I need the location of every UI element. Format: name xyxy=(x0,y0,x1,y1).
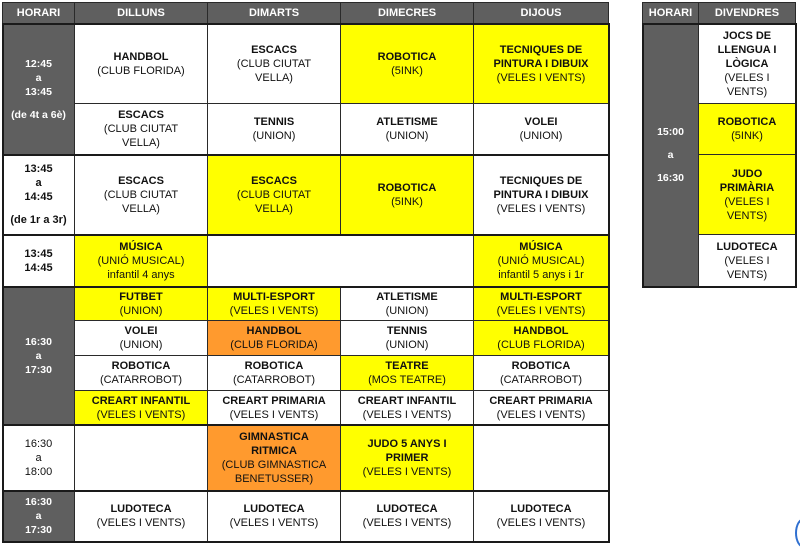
table-row xyxy=(643,24,796,104)
activity-cell: TECNIQUES DE PINTURA I DIBUIX (VELES I VENTS) xyxy=(474,155,609,235)
table-row xyxy=(3,24,609,104)
activity-cell: LUDOTECA (VELES I VENTS) xyxy=(75,491,208,542)
friday-block xyxy=(643,24,796,287)
activity-cell: LUDOTECA (VELES I VENTS) xyxy=(208,491,341,542)
activity-cell: GIMNASTICA RITMICA (CLUB GIMNASTICA BENETUSSER) xyxy=(208,425,341,491)
activity-cell: LUDOTECA (VELES I VENTS) xyxy=(341,491,474,542)
empty-cell xyxy=(75,425,208,491)
activity-cell: ESCACS (CLUB CIUTAT VELLA) xyxy=(208,155,341,235)
empty-cell xyxy=(341,235,474,287)
empty-cell xyxy=(474,425,609,491)
activity-cell: JOCS DE LLENGUA I LÒGICA (VELES I VENTS) xyxy=(699,24,796,104)
activity-cell: TENNIS (UNION) xyxy=(341,321,474,356)
activity-cell: CREART INFANTIL (VELES I VENTS) xyxy=(341,391,474,425)
block-music xyxy=(3,235,609,287)
header-row xyxy=(3,3,609,24)
activity-cell: FUTBET (UNION) xyxy=(75,287,208,321)
block-ludoteca xyxy=(3,491,609,542)
activity-cell: ATLETISME (UNION) xyxy=(341,287,474,321)
activity-cell: ROBOTICA (CATARROBOT) xyxy=(208,356,341,391)
header-dimecres: DIMECRES xyxy=(341,3,474,24)
activity-cell: MÚSICA (UNIÓ MUSICAL) infantil 5 anys i 1r xyxy=(474,235,609,287)
block-1630-b xyxy=(3,425,609,491)
corner-ring-icon xyxy=(795,518,800,548)
friday-schedule-table xyxy=(642,2,796,287)
table-row xyxy=(3,235,609,287)
activity-cell: HANDBOL (CLUB FLORIDA) xyxy=(75,24,208,104)
block-1630-a xyxy=(3,287,609,425)
header-dijous: DIJOUS xyxy=(474,3,609,24)
activity-cell: TENNIS (UNION) xyxy=(208,104,341,155)
table-row xyxy=(3,287,609,321)
table-row xyxy=(3,425,609,491)
block-1345 xyxy=(3,155,609,235)
activity-cell: HANDBOL (CLUB FLORIDA) xyxy=(208,321,341,356)
activity-cell: ESCACS (CLUB CIUTAT VELLA) xyxy=(208,24,341,104)
activity-cell: JUDO 5 ANYS I PRIMER (VELES I VENTS) xyxy=(341,425,474,491)
activity-cell: MULTI-ESPORT (VELES I VENTS) xyxy=(208,287,341,321)
header-dimarts: DIMARTS xyxy=(208,3,341,24)
activity-cell: MÚSICA (UNIÓ MUSICAL) infantil 4 anys xyxy=(75,235,208,287)
activity-cell: LUDOTECA (VELES I VENTS) xyxy=(474,491,609,542)
activity-cell: ESCACS (CLUB CIUTAT VELLA) xyxy=(75,104,208,155)
activity-cell: ATLETISME (UNION) xyxy=(341,104,474,155)
activity-cell: VOLEI (UNION) xyxy=(474,104,609,155)
activity-cell: MULTI-ESPORT (VELES I VENTS) xyxy=(474,287,609,321)
activity-cell: LUDOTECA (VELES I VENTS) xyxy=(699,235,796,287)
header-horari: HORARI xyxy=(3,3,75,24)
activity-cell: TEATRE (MOS TEATRE) xyxy=(341,356,474,391)
friday-header-horari: HORARI xyxy=(643,3,699,24)
friday-time-slot: 15:00 a 16:30 xyxy=(643,24,699,287)
table-row xyxy=(3,356,609,391)
table-row xyxy=(3,155,609,235)
table-row xyxy=(3,491,609,542)
table-row xyxy=(3,391,609,425)
table-row xyxy=(3,321,609,356)
activity-cell: ROBOTICA (5INK) xyxy=(341,155,474,235)
time-slot: 16:30 a 17:30 xyxy=(3,287,75,425)
table-row xyxy=(3,104,609,155)
empty-cell xyxy=(208,235,341,287)
activity-cell: VOLEI (UNION) xyxy=(75,321,208,356)
time-slot: 13:45 14:45 xyxy=(3,235,75,287)
time-slot: 12:45 a 13:45 (de 4t a 6è) xyxy=(3,24,75,155)
activity-cell: ROBOTICA (CATARROBOT) xyxy=(474,356,609,391)
time-slot: 16:30 a 18:00 xyxy=(3,425,75,491)
activity-cell: TECNIQUES DE PINTURA I DIBUIX (VELES I VENTS) xyxy=(474,24,609,104)
activity-cell: ROBOTICA (5INK) xyxy=(699,104,796,155)
activity-cell: ROBOTICA (CATARROBOT) xyxy=(75,356,208,391)
weekly-schedule-table xyxy=(2,2,609,542)
friday-header-divendres: DIVENDRES xyxy=(699,3,796,24)
activity-cell: HANDBOL (CLUB FLORIDA) xyxy=(474,321,609,356)
time-slot: 16:30 a 17:30 xyxy=(3,491,75,542)
time-slot: 13:45 a 14:45 (de 1r a 3r) xyxy=(3,155,75,235)
activity-cell: CREART INFANTIL (VELES I VENTS) xyxy=(75,391,208,425)
block-1245 xyxy=(3,24,609,155)
activity-cell: CREART PRIMARIA (VELES I VENTS) xyxy=(474,391,609,425)
friday-header-row xyxy=(643,3,796,24)
activity-cell: ROBOTICA (5INK) xyxy=(341,24,474,104)
header-dilluns: DILLUNS xyxy=(75,3,208,24)
activity-cell: ESCACS (CLUB CIUTAT VELLA) xyxy=(75,155,208,235)
activity-cell: CREART PRIMARIA (VELES I VENTS) xyxy=(208,391,341,425)
activity-cell: JUDO PRIMÀRIA (VELES I VENTS) xyxy=(699,155,796,235)
